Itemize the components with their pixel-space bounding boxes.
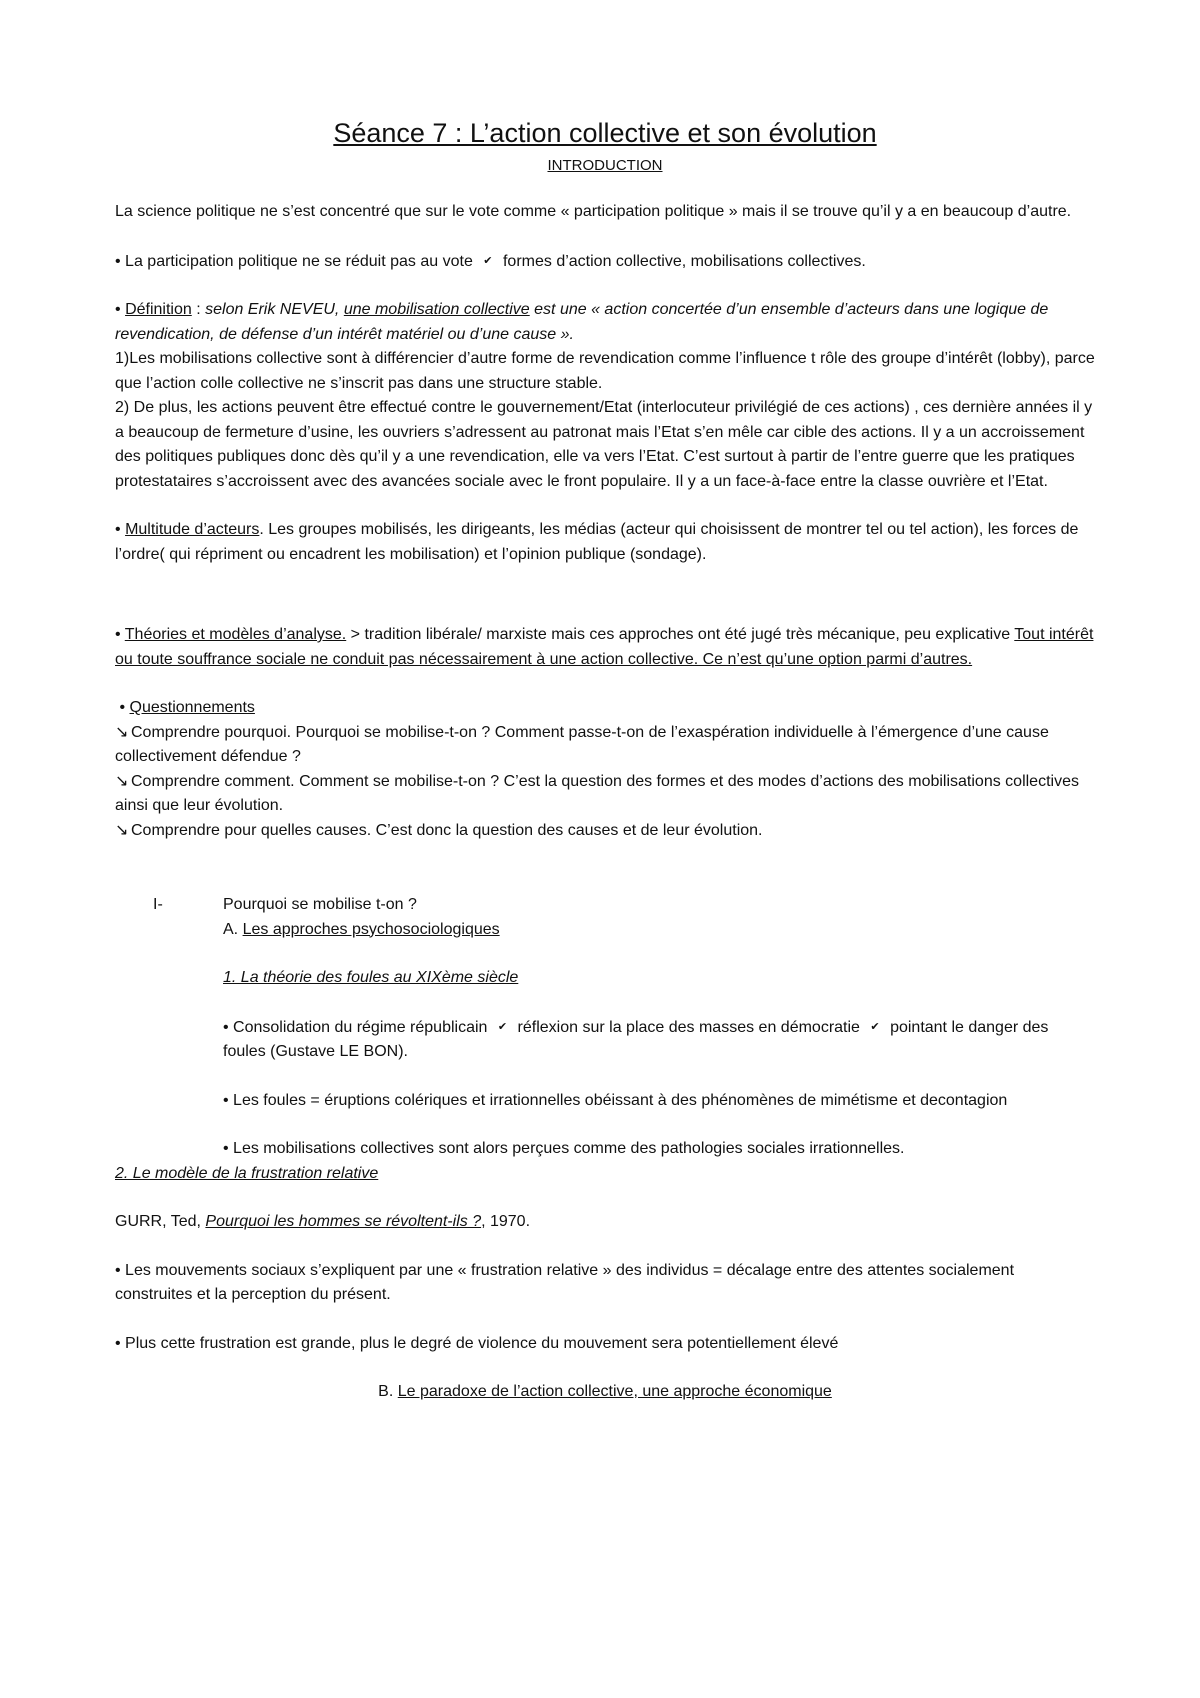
actors-paragraph <box>115 518 1095 567</box>
definition-point-2: 2) De plus, les actions peuvent être effectué contre le gouvernement/Etat (interlocuteur privilégié de ces actions) , ces dernière années il y a beaucoup de fermeture d’usine, les ouvriers s’adressent au patronat mais l’Etat s’en mêle car cible des actions. Il y a un accroissement des politiques publiques donc dès qu’il y a une revendication, elle va vers l’Etat. C’est surtout à partir de l’entre guerre que les pratiques protestataires s’accroissent avec des avancées sociale avec le front populaire. Il y a un face-à-face entre la classe ouvrière et l’Etat. <box>115 399 1093 490</box>
reference-year: , 1970. <box>481 1213 531 1230</box>
participation-text: • La participation politique ne se réduit pas au vote <box>115 252 473 270</box>
definition-point-1: 1)Les mobilisations collective sont à différencier d’autre forme de revendication comme l’influence t rôle des groupe d’intérêt (lobby), parce que l’action colle collective ne s’inscrit pas dans une structure stable. <box>115 350 1095 392</box>
bullet-violence: • Plus cette frustration est grande, plus le degré de violence du mouvement sera potentiellement élevé <box>115 1334 839 1352</box>
bullet-consolidation-b: réflexion sur la place des masses en démocratie <box>517 1018 860 1036</box>
reference-title: Pourquoi les hommes se révoltent-ils ? <box>205 1213 482 1230</box>
definition-term: une mobilisation collective <box>343 301 530 318</box>
arrow-icon: ✔ <box>483 254 493 267</box>
reference-author: GURR, Ted, <box>115 1213 206 1230</box>
actors-text: . Les groupes mobilisés, les dirigeants, les médias (acteur qui choisissent de montrer tel ou tel action), les forces de l’ordre( qui répriment ou encadrent les mobilisation) et l’opinion publique (sondage). <box>115 521 1079 563</box>
bullet-social-movements: • Les mouvements sociaux s’expliquent par une « frustration relative » des individus = décalage entre des attentes socialement construites et la perception du présent. <box>115 1261 1015 1303</box>
bullet-crowds: • Les foules = éruptions colériques et irrationnelles obéissant à des phénomènes de mimétisme et decontagion <box>223 1091 1008 1109</box>
reference-gurr <box>115 1210 1095 1235</box>
bullet-icon: • <box>115 626 121 643</box>
section-subtitle: INTRODUCTION <box>547 157 663 174</box>
theories-paragraph <box>115 623 1095 672</box>
bullet-consolidation-c: pointant le danger des foules (Gustave LE BON). <box>223 1018 1049 1060</box>
definition-paragraph <box>115 298 1095 347</box>
question-2 <box>115 770 1095 819</box>
arrow-down-right-icon: ↘ <box>115 772 129 790</box>
arrow-down-right-icon: ↘ <box>115 723 129 741</box>
subsection-a-letter: A. <box>223 920 239 938</box>
document-title: Séance 7 : L’action collective et son évolution <box>333 118 877 148</box>
theories-label: Théories et modèles d’analyse. <box>124 626 347 643</box>
definition-author: selon Erik NEVEU, <box>205 301 344 318</box>
bullet-icon: • <box>115 301 121 318</box>
subsection-a-title: Les approches psychosociologiques <box>242 920 500 938</box>
definition-colon: : <box>191 301 206 318</box>
question-2-text: Comprendre comment. Comment se mobilise-t-on ? C’est la question des formes et des modes d’actions des mobilisations collectives ainsi que leur évolution. <box>115 772 1079 814</box>
bullet-consolidation-a: • Consolidation du régime républicain <box>223 1018 488 1036</box>
question-3 <box>115 819 1095 844</box>
definition-quote: est une « action concertée d’un ensemble d’acteurs dans une logique de revendication, de défense d’un intérêt matériel ou d’une cause ». <box>115 301 1049 343</box>
theories-underlined: Tout intérêt ou toute souffrance sociale ne conduit pas nécessairement à une action collective. Ce n’est qu’une option parmi d’autres. <box>115 626 1094 668</box>
participation-text-end: formes d’action collective, mobilisations collectives. <box>502 252 866 270</box>
intro-paragraph: La science politique ne s’est concentré que sur le vote comme « participation politique » mais il se trouve qu’il y a en beaucoup d’autre. <box>115 203 1072 220</box>
subsection-b-heading <box>115 1380 1095 1405</box>
question-1-text: Comprendre pourquoi. Pourquoi se mobilise-t-on ? Comment passe-t-on de l’exaspération individuelle à l’émergence d’une cause collectivement défendue ? <box>115 723 1049 765</box>
section-1-number: I- <box>153 896 163 913</box>
bullet-pathologies: • Les mobilisations collectives sont alors perçues comme des pathologies sociales irrationnelles. <box>223 1140 905 1157</box>
subsection-b-title: Le paradoxe de l’action collective, une approche économique <box>397 1383 832 1400</box>
subsection-a-heading <box>115 918 1095 943</box>
questions-label: Questionnements <box>129 699 255 716</box>
heading-relative-frustration: 2. Le modèle de la frustration relative <box>115 1164 379 1182</box>
question-1 <box>115 721 1095 770</box>
question-3-text: Comprendre pour quelles causes. C’est donc la question des causes et de leur évolution. <box>131 821 763 839</box>
arrow-icon: ✔ <box>870 1020 880 1033</box>
arrow-icon: ✔ <box>497 1020 508 1033</box>
definition-label: Définition <box>125 301 192 318</box>
bullet-consolidation <box>115 1015 1095 1065</box>
section-1-title: Pourquoi se mobilise t-on ? <box>223 896 417 913</box>
heading-crowd-theory: 1. La théorie des foules au XIXème siècle <box>223 969 519 986</box>
arrow-down-right-icon: ↘ <box>115 821 129 839</box>
questions-heading <box>115 696 1095 721</box>
bullet-icon: • <box>115 521 121 538</box>
section-1-heading <box>115 893 1095 918</box>
theories-text: > tradition libérale/ marxiste mais ces approches ont été jugé très mécanique, peu explicative <box>346 626 1015 643</box>
actors-label: Multitude d’acteurs <box>125 521 260 538</box>
participation-paragraph <box>115 249 1095 275</box>
bullet-icon: • <box>119 699 126 716</box>
subsection-b-letter: B. <box>378 1383 394 1400</box>
